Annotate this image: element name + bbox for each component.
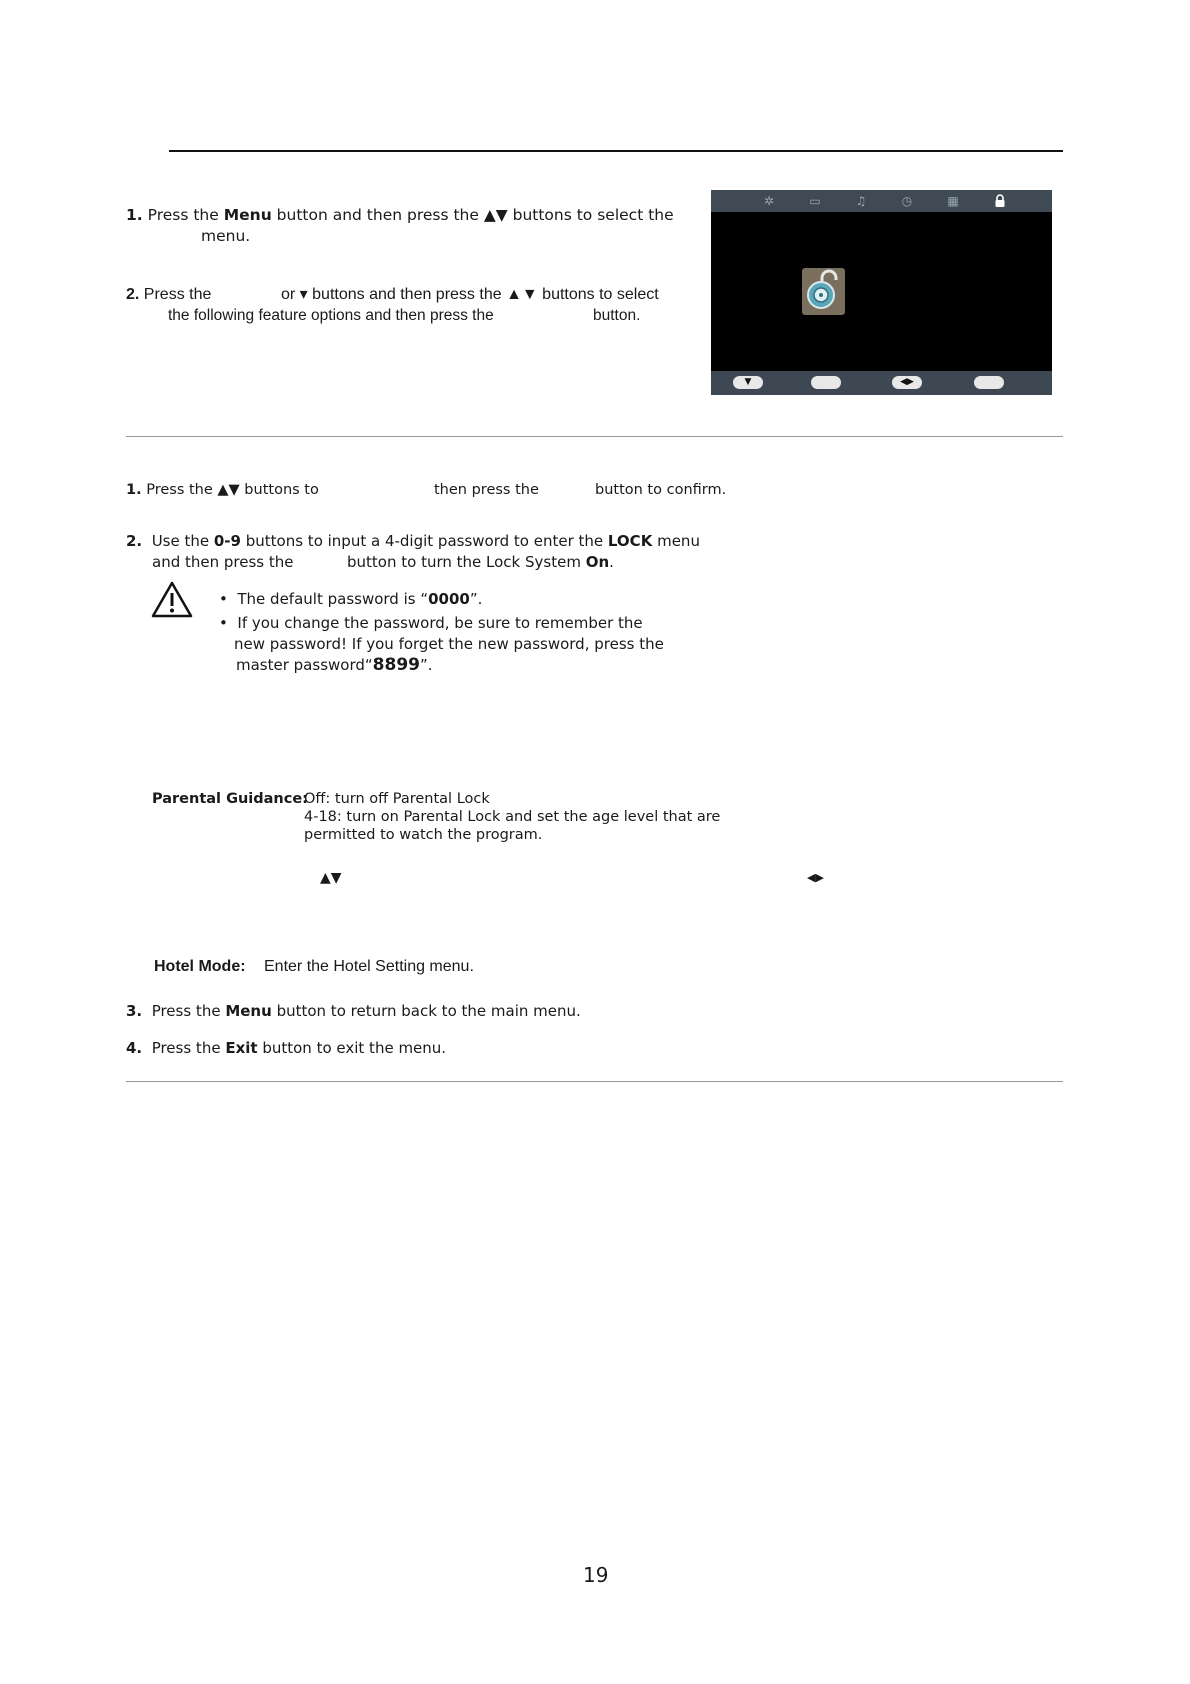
tv-ok-button (811, 376, 841, 389)
section-divider (126, 436, 1063, 437)
step1-line2: menu. (201, 227, 251, 245)
lock-step4: 4. Press the Exit button to exit the menu. (126, 1039, 447, 1057)
step2-line1: 2. Press the (126, 286, 212, 303)
note-1: • The default password is “0000”. (219, 590, 483, 608)
step2-line1b: or ▾ buttons and then press the ▲▼ buttons to select (281, 286, 659, 303)
grid-icon: ▦ (947, 194, 959, 208)
music-icon: ♫ (855, 194, 867, 208)
lock-badge-icon (802, 268, 845, 315)
parental-line2: 4-18: turn on Parental Lock and set the age level that are (304, 809, 721, 825)
lock-step1: 1. Press the ▲▼ buttons to (126, 482, 319, 498)
parental-line1: Off: turn off Parental Lock (304, 791, 490, 807)
parental-guidance-label: Parental Guidance: (152, 791, 308, 807)
up-down-arrows: ▲▼ (320, 870, 342, 886)
step2-line2a: the following feature options and then press the (168, 307, 494, 324)
left-right-arrows: ◀▶ (807, 871, 824, 884)
lock-step1-c: button to confirm. (595, 482, 727, 498)
gear-icon: ✲ (763, 194, 775, 208)
header-rule (169, 150, 1063, 152)
hotel-mode-text: Enter the Hotel Setting menu. (264, 958, 474, 975)
step2-line2b: button. (593, 307, 641, 324)
tv-menu-screenshot (711, 190, 1052, 395)
bottom-divider (126, 1081, 1063, 1082)
note-2-line2: new password! If you forget the new password, press the (234, 635, 664, 653)
hotel-mode-label: Hotel Mode: (154, 958, 246, 975)
tv-down-button: ▼ (733, 376, 763, 389)
lock-icon (993, 194, 1007, 208)
step1-line1: 1. Press the Menu button and then press the ▲▼ buttons to select the (126, 206, 674, 224)
lock-step2-line1: 2. Use the 0-9 buttons to input a 4-digit password to enter the LOCK menu (126, 532, 700, 550)
clock-icon: ◷ (901, 194, 913, 208)
tv-leftright-button: ◀▶ (892, 376, 922, 389)
page-number: 19 (583, 1563, 609, 1587)
tv-menu-button (974, 376, 1004, 389)
warning-icon (151, 581, 193, 622)
monitor-icon: ▭ (809, 194, 821, 208)
lock-step2-line2a: and then press the (152, 553, 294, 571)
note-2-line1: • If you change the password, be sure to remember the (219, 614, 643, 632)
lock-step3: 3. Press the Menu button to return back to the main menu. (126, 1002, 581, 1020)
note-2-line3: master password“8899”. (236, 655, 433, 675)
lock-step1-b: then press the (434, 482, 539, 498)
parental-line3: permitted to watch the program. (304, 827, 543, 843)
lock-step2-line2b: button to turn the Lock System On. (347, 553, 614, 571)
tv-menu-bar (711, 190, 1052, 212)
